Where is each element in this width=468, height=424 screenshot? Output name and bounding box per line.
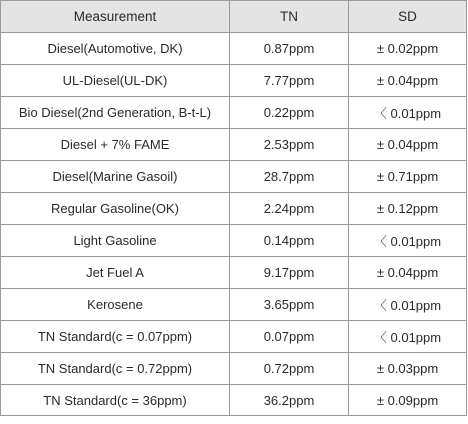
cell-measurement: Bio Diesel(2nd Generation, B-t-L) bbox=[1, 97, 230, 129]
table-row bbox=[1, 321, 467, 353]
cell-tn: 28.7ppm bbox=[230, 161, 349, 193]
table-row bbox=[1, 257, 467, 289]
cell-tn: 0.07ppm bbox=[230, 321, 349, 353]
cell-measurement: Light Gasoline bbox=[1, 225, 230, 257]
cell-sd: 〈 0.01ppm bbox=[349, 289, 467, 321]
cell-tn: 2.53ppm bbox=[230, 129, 349, 161]
cell-sd: ± 0.12ppm bbox=[349, 193, 467, 225]
table-row bbox=[1, 385, 467, 416]
cell-tn: 0.22ppm bbox=[230, 97, 349, 129]
table-row bbox=[1, 161, 467, 193]
cell-tn: 36.2ppm bbox=[230, 385, 349, 416]
cell-tn: 0.14ppm bbox=[230, 225, 349, 257]
table-header bbox=[1, 1, 467, 33]
cell-measurement: Diesel(Automotive, DK) bbox=[1, 33, 230, 65]
cell-sd: ± 0.04ppm bbox=[349, 257, 467, 289]
cell-sd: 〈 0.01ppm bbox=[349, 225, 467, 257]
cell-tn: 7.77ppm bbox=[230, 65, 349, 97]
cell-tn: 9.17ppm bbox=[230, 257, 349, 289]
table-row bbox=[1, 97, 467, 129]
cell-sd: ± 0.02ppm bbox=[349, 33, 467, 65]
cell-tn: 0.87ppm bbox=[230, 33, 349, 65]
table-row bbox=[1, 193, 467, 225]
cell-measurement: Kerosene bbox=[1, 289, 230, 321]
cell-sd: ± 0.09ppm bbox=[349, 385, 467, 416]
cell-sd: ± 0.04ppm bbox=[349, 65, 467, 97]
cell-sd: 〈 0.01ppm bbox=[349, 321, 467, 353]
table-row bbox=[1, 225, 467, 257]
column-header-tn: TN bbox=[230, 1, 349, 33]
table-body bbox=[1, 33, 467, 416]
cell-sd: ± 0.71ppm bbox=[349, 161, 467, 193]
table-row bbox=[1, 353, 467, 385]
cell-measurement: Diesel(Marine Gasoil) bbox=[1, 161, 230, 193]
table-row bbox=[1, 33, 467, 65]
cell-tn: 0.72ppm bbox=[230, 353, 349, 385]
cell-measurement: Regular Gasoline(OK) bbox=[1, 193, 230, 225]
cell-measurement: TN Standard(c = 0.07ppm) bbox=[1, 321, 230, 353]
column-header-measurement: Measurement bbox=[1, 1, 230, 33]
cell-measurement: TN Standard(c = 0.72ppm) bbox=[1, 353, 230, 385]
cell-tn: 2.24ppm bbox=[230, 193, 349, 225]
table-row bbox=[1, 65, 467, 97]
cell-measurement: TN Standard(c = 36ppm) bbox=[1, 385, 230, 416]
cell-sd: ± 0.03ppm bbox=[349, 353, 467, 385]
cell-measurement: Diesel + 7% FAME bbox=[1, 129, 230, 161]
table-row bbox=[1, 289, 467, 321]
cell-measurement: Jet Fuel A bbox=[1, 257, 230, 289]
cell-measurement: UL-Diesel(UL-DK) bbox=[1, 65, 230, 97]
column-header-sd: SD bbox=[349, 1, 467, 33]
table-row bbox=[1, 129, 467, 161]
cell-sd: 〈 0.01ppm bbox=[349, 97, 467, 129]
header-row bbox=[1, 1, 467, 33]
cell-tn: 3.65ppm bbox=[230, 289, 349, 321]
cell-sd: ± 0.04ppm bbox=[349, 129, 467, 161]
